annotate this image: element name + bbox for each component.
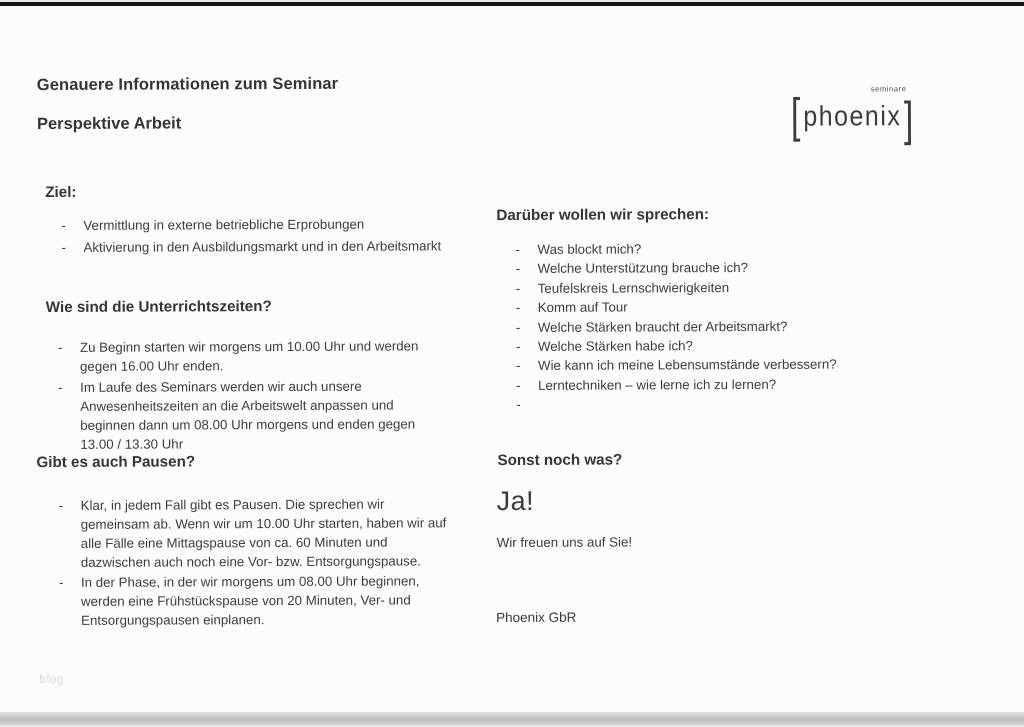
unterrichtszeiten-list: [52, 336, 447, 456]
logo-bracket-right: ]: [904, 93, 914, 147]
list-item: - Welche Unterstützung brauche ich?: [510, 258, 930, 279]
list-item: - Welche Stärken habe ich?: [510, 335, 930, 356]
logo-bracket-left: [: [790, 89, 801, 143]
document-title: Genauere Informationen zum Seminar: [36, 74, 339, 95]
list-item: - Wie kann ich meine Lebensumstände verbessern?: [510, 355, 930, 376]
ziel-list: [55, 214, 485, 260]
section-heading-sonst-noch-was: Sonst noch was?: [497, 451, 623, 470]
list-item: - Teufelskreis Lernschwierigkeiten: [510, 277, 930, 298]
list-item: - Im Laufe des Seminars werden wir auch unsere Anwesenheitszeiten an die Arbeitswelt anpassen und beginnen dann um 08.00 Uhr morgens und enden gegen 13.00 / 13.30 Uhr: [52, 376, 446, 454]
section-heading-unterrichtszeiten: Wie sind die Unterrichtszeiten?: [45, 298, 272, 317]
section-heading-pausen: Gibt es auch Pausen?: [36, 453, 196, 472]
pausen-list: [53, 494, 454, 631]
sprechen-list: [509, 238, 930, 395]
phoenix-logo: [789, 84, 939, 157]
list-item: - In der Phase, in der wir morgens um 08.00 Uhr beginnen, werden eine Frühstückspause von 20 Minuten, Ver- und Entsorgungspausen einplanen.: [53, 571, 453, 630]
list-item: - Aktivierung in den Ausbildungsmarkt und in den Arbeitsmarkt: [55, 236, 485, 257]
list-item: - Lerntechniken – wie lerne ich zu lernen?: [510, 374, 930, 395]
list-item: - Welche Stärken braucht der Arbeitsmarkt?: [510, 316, 930, 337]
list-item: - Zu Beginn starten wir morgens um 10.00 Uhr und werden gegen 16.00 Uhr enden.: [52, 336, 446, 376]
section-heading-ziel: Ziel:: [45, 183, 77, 202]
list-item: - Komm auf Tour: [510, 296, 930, 317]
list-item: - Was blockt mich?: [509, 238, 929, 259]
document-subtitle: Perspektive Arbeit: [36, 114, 182, 134]
logo-tagline: seminare: [870, 84, 907, 94]
list-item: - Vermittlung in externe betriebliche Erprobungen: [55, 214, 485, 235]
list-item: - Klar, in jedem Fall gibt es Pausen. Die sprechen wir gemeinsam ab. Wenn wir um 10.00 Uhr starten, haben wir auf alle Fälle eine Mittagspause von ca. 60 Minuten und dazwischen auch noch eine Vor- bzw. Entsorgungspause.: [53, 494, 453, 572]
closing-line: Wir freuen uns auf Sie!: [496, 534, 633, 551]
faint-watermark: blog: [39, 671, 65, 687]
emphasis-ja: Ja!: [496, 485, 535, 517]
logo-word: phoenix: [803, 100, 902, 132]
section-heading-sprechen: Darüber wollen wir sprechen:: [496, 206, 710, 225]
signature: Phoenix GbR: [496, 609, 577, 626]
